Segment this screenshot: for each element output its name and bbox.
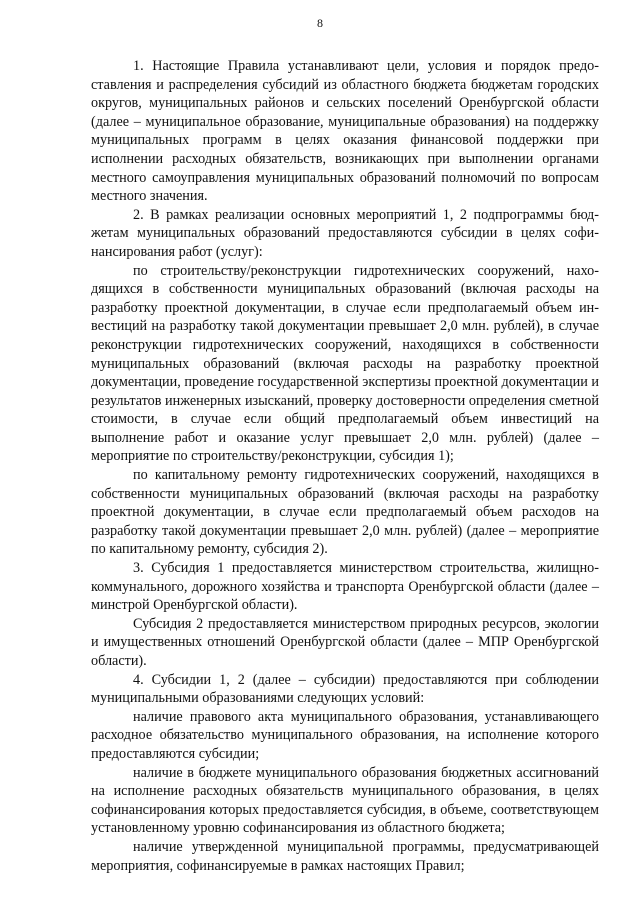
paragraph-6: Субсидия 2 предоставляется министерством природных ресурсов, экологии и имущественных отношений Оренбургской области (далее – МПР Оренбургской области). <box>91 615 599 669</box>
document-body <box>91 57 599 875</box>
page-number: 8 <box>317 16 323 30</box>
paragraph-1: 1. Настоящие Правила устанавливают цели, условия и порядок предоставления и распределения субсидий из областного бюджета бюджетам городских округов, муниципальных районов и сельских поселений Оренбургской области (далее – муниципальное образование, муниципальные образования) на поддержку муниципальных программ в целях оказания финансовой поддержки при исполнении расходных обязательств, возникающих при выполнении органами местного самоуправления муниципальных образований полномочий по вопросам местного значения. <box>91 58 599 205</box>
paragraph-10: наличие утвержденной муниципальной программы, предусматривающей мероприятия, софинансируемые в рамках настоящих Правил; <box>91 838 599 874</box>
paragraph-7: 4. Субсидии 1, 2 (далее – субсидии) предоставляются при соблюдении муниципальными образованиями следующих условий: <box>91 671 599 707</box>
paragraph-3: по строительству/реконструкции гидротехнических сооружений, находящихся в собственности муниципальных образований (включая расходы на разработку проектной документации, в случае если предполагаемый объем инвестиций на разработку такой документации превышает 2,0 млн. рублей), в случае реконструкции гидротехнических сооружений, находящихся в собственности муниципальных образований (включая расходы на разработку проектной документации, проведение государственной экспертизы проектной документации и результатов инженерных изысканий, проверку достоверности определения сметной стоимости, в случае если общий предполагаемый объем инвестиций на выполнение работ и оказание услуг превышает 2,0 млн. рублей) (далее – мероприятие по строительству/реконструкции, субсидия 1); <box>91 262 599 465</box>
paragraph-8: наличие правового акта муниципального образования, устанавливающего расходное обязательство муниципального образования, на исполнение которого предоставляются субсидии; <box>91 708 599 762</box>
paragraph-4: по капитальному ремонту гидротехнических сооружений, находящихся в собственности муниципальных образований (включая расходы на разработку проектной документации, в случае если предполагаемый объем расходов на разработку такой документации превышает 2,0 млн. рублей) (далее – мероприятие по капитальному ремонту, субсидия 2). <box>91 467 599 558</box>
paragraph-2: 2. В рамках реализации основных мероприятий 1, 2 подпрограммы бюджетам муниципальных образований предоставляются субсидии в целях софинансирования работ (услуг): <box>91 206 599 260</box>
paragraph-9: наличие в бюджете муниципального образования бюджетных ассигнований на исполнение расходных обязательств муниципального образования, в целях софинансирования которых предоставляется субсидия, в объеме, соответствующем установленному уровню софинансирования из областного бюджета; <box>91 764 599 837</box>
paragraph-5: 3. Субсидия 1 предоставляется министерством строительства, жилищно-коммунального, дорожного хозяйства и транспорта Оренбургской области (далее – минстрой Оренбургской области). <box>91 560 599 614</box>
